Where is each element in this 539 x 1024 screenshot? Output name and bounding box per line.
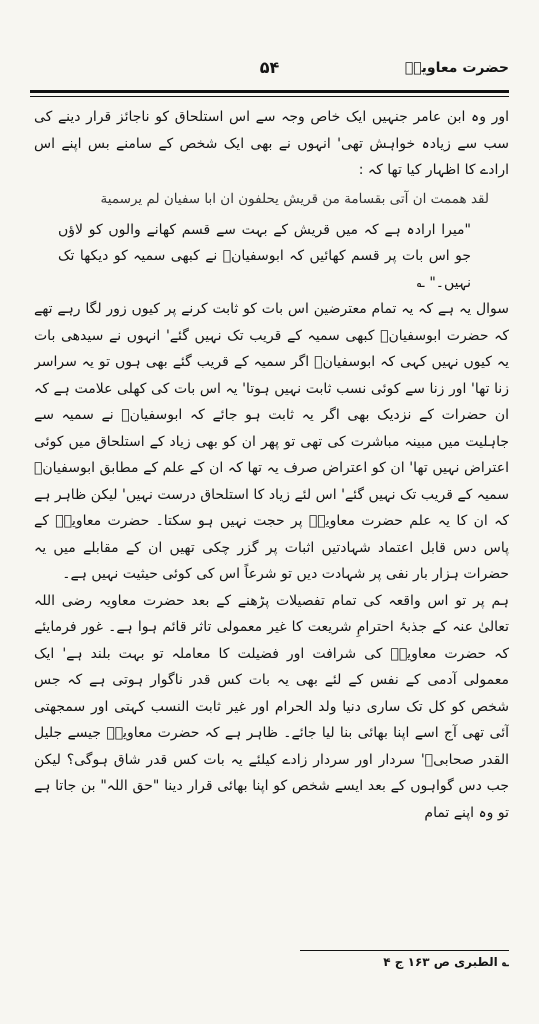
- header-rule-thin: [30, 96, 509, 97]
- running-title: حضرت معاویہؓ: [404, 60, 509, 76]
- arabic-quote: لقد هممت ان آتی بقسامة من قريش يحلفون ان ابا سفيان لم يرسمية: [100, 190, 489, 207]
- footnote: ؎ الطبری ص ۱۶۳ ج ۴: [383, 955, 509, 969]
- footnote-rule: [300, 950, 509, 951]
- paragraph-question: سوال یہ ہے کہ یہ تمام معترضین اس بات کو ثابت کرنے پر کیوں زور لگا رہے تھے کہ حضرت ابوسفیانؓ کبھی سمیہ کے قریب تک نہیں گئے' انہوں نے سیدھی بات یہ کیوں نہیں کہی کہ ابوسفیانؓ اگر سمیہ کے قریب گئے بھی ہوں تو یہ سراسر زنا تھا' اور زنا سے کوئی نسب ثابت نہیں ہوتا' یہ اس بات کی کھلی علامت ہے کہ ان حضرات کے نزدیک بھی اگر یہ ثابت ہو جائے کہ ابوسفیانؓ نے سمیہ سے جاہلیت میں مبینہ مباشرت کی تھی تو پھر ان کو بھی زیاد کے استلحاق میں کوئی اعتراض نہیں تھا' ان کو اعتراض صرف یہ تھا کہ ان کے علم کے مطابق ابوسفیانؓ سمیہ کے قریب تک نہیں گئے' اس لئے زیاد کا استلحاق درست نہیں' لیکن ظاہر ہے کہ ان کا یہ علم حضرت معاویہؓ پر حجت نہیں ہو سکتا۔ حضرت معاویہؓ کے پاس دس قابل اعتماد شہادتیں اثبات پر گزر چکی تھیں ان کے مقابلے میں یہ حضرات ہزار بار نفی پر شہادت دیں تو شرعاً اس کی کوئی حیثیت نہیں ہے۔: [34, 301, 509, 582]
- page-header: [30, 58, 509, 88]
- page-body: [34, 104, 509, 944]
- paragraph-intro: اور وہ ابن عامر جنہیں ایک خاص وجہ سے اس استلحاق کو ناجائز قرار دینے کی سب سے زیادہ خواہش تھی' انہوں نے بھی ایک شخص کے سامنے بس اپنے اس ارادے کا اظہار کیا تھا کہ :: [34, 109, 509, 178]
- quote-translation: "میرا ارادہ ہے کہ میں قریش کے بہت سے قسم کھانے والوں کو لاؤں جو اس بات پر قسم کھائیں کہ ابوسفیانؓ نے کبھی سمیہ کو دیکھا تک نہیں۔" ؎: [58, 221, 471, 291]
- paragraph-conclusion: ہم پر تو اس واقعہ کی تمام تفصیلات پڑھنے کے بعد حضرت معاویہ رضی اللہ تعالیٰ عنہ کے جذبۂ احترامِ شریعت کا غیر معمولی تاثر قائم ہوا ہے۔ غور فرمایئے کہ حضرت معاویہؓ کی شرافت اور فضیلت کا معاملہ تو بہت بلند ہے' ایک معمولی آدمی کے نفس کے لئے بھی یہ بات کس قدر ناگوار ہوتی ہے کہ جس شخص کو کل تک ساری دنیا ولد الحرام اور غیر ثابت النسب کہتی اور سمجھتی آئی تھی آج اسے اپنا بھائی بنا لیا جائے۔ ظاہر ہے کہ حضرت معاویہؓ جیسے جلیل القدر صحابیؓ' سردار اور سردار زادے کیلئے یہ بات کس قدر شاق ہوگی؟ لیکن جب دس گواہوں کے بعد ایسے شخص کو اپنا بھائی قرار دینا "حق اللہ" بن جاتا ہے تو وہ اپنے تمام: [34, 592, 509, 821]
- header-rule-thick: [30, 90, 509, 93]
- page-number: ۵۴: [259, 58, 280, 77]
